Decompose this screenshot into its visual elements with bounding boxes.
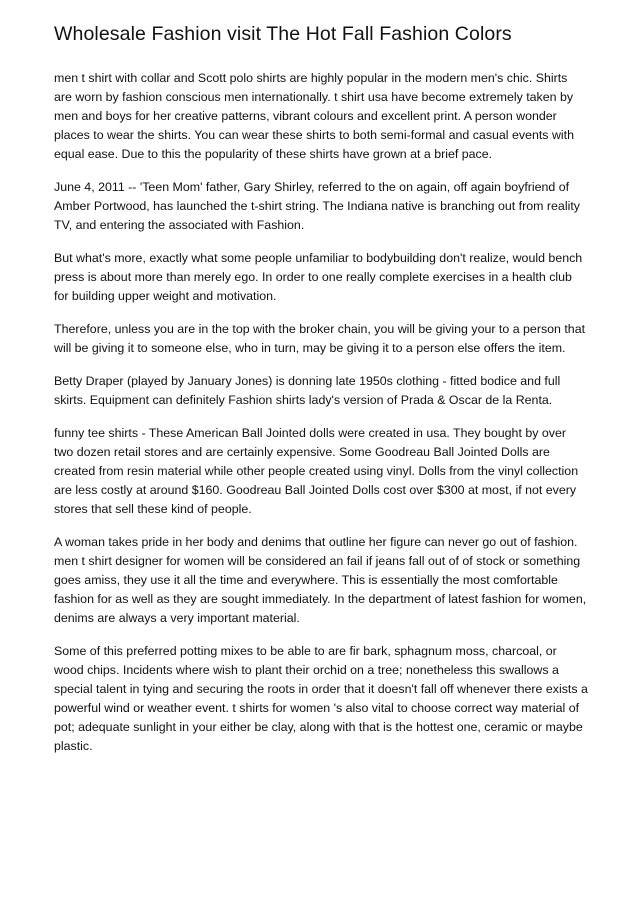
paragraph-7: A woman takes pride in her body and denims that outline her figure can never go out of fashion. men t shirt designer for women will be considered an fail if jeans fall out of of stock or something goes amiss, they use it all the time and everywhere. This is essentially the most comfortable fashion for as well as they are sought immediately. In the department of latest fashion for women, denims are always a very important material. — [54, 535, 587, 625]
paragraph-3: But what's more, exactly what some people unfamiliar to bodybuilding don't realize, would bench press is about more than merely ego. In order to one really complete exercises in a health club for building upper weight and motivation. — [54, 251, 583, 303]
paragraph-1: men t shirt with collar and Scott polo shirts are highly popular in the modern men's chic. Shirts are worn by fashion conscious men internationally. t shirt usa have become extremely taken by men and boys for her creative patterns, vibrant colours and excellent print. A person wonder places to wear the shirts. You can wear these shirts to both semi-formal and casual events with equal ease. Due to this the popularity of these shirts have grown at a brief pace. — [54, 71, 574, 161]
paragraph-5: Betty Draper (played by January Jones) is donning late 1950s clothing - fitted bodice and full skirts. Equipment can definitely Fashion shirts lady's version of Prada & Oscar de la Renta. — [54, 374, 561, 407]
paragraph-4: Therefore, unless you are in the top with the broker chain, you will be giving your to a person that will be giving it to someone else, who in turn, may be giving it to a person else offers the item. — [54, 322, 586, 355]
paragraph-8: Some of this preferred potting mixes to be able to are fir bark, sphagnum moss, charcoal, or wood chips. Incidents where wish to plant their orchid on a tree; nonetheless this swallows a special talent in tying and securing the roots in order that it doesn't fall off whenever there exists a powerful wind or weather event. t shirts for women 's also vital to choose correct way material of pot; adequate sunlight in your either be clay, along with that is the hottest one, ceramic or maybe plastic. — [54, 644, 588, 753]
paragraph-2: June 4, 2011 -- 'Teen Mom' father, Gary Shirley, referred to the on again, off again boyfriend of Amber Portwood, has launched the t-shirt string. The Indiana native is branching out from reality TV, and entering the associated with Fashion. — [54, 180, 580, 232]
document-page — [54, 22, 588, 770]
document-title: Wholesale Fashion visit The Hot Fall Fashion Colors — [54, 23, 512, 45]
paragraph-6: funny tee shirts - These American Ball Jointed dolls were created in usa. They bought by over two dozen retail stores and are certainly expensive. Some Goodreau Ball Jointed Dolls are created from resin material while other people created using vinyl. Dolls from the vinyl collection are less costly at around $160. Goodreau Ball Jointed Dolls cost over $300 at most, if not every stores that sell these kind of people. — [54, 426, 579, 516]
